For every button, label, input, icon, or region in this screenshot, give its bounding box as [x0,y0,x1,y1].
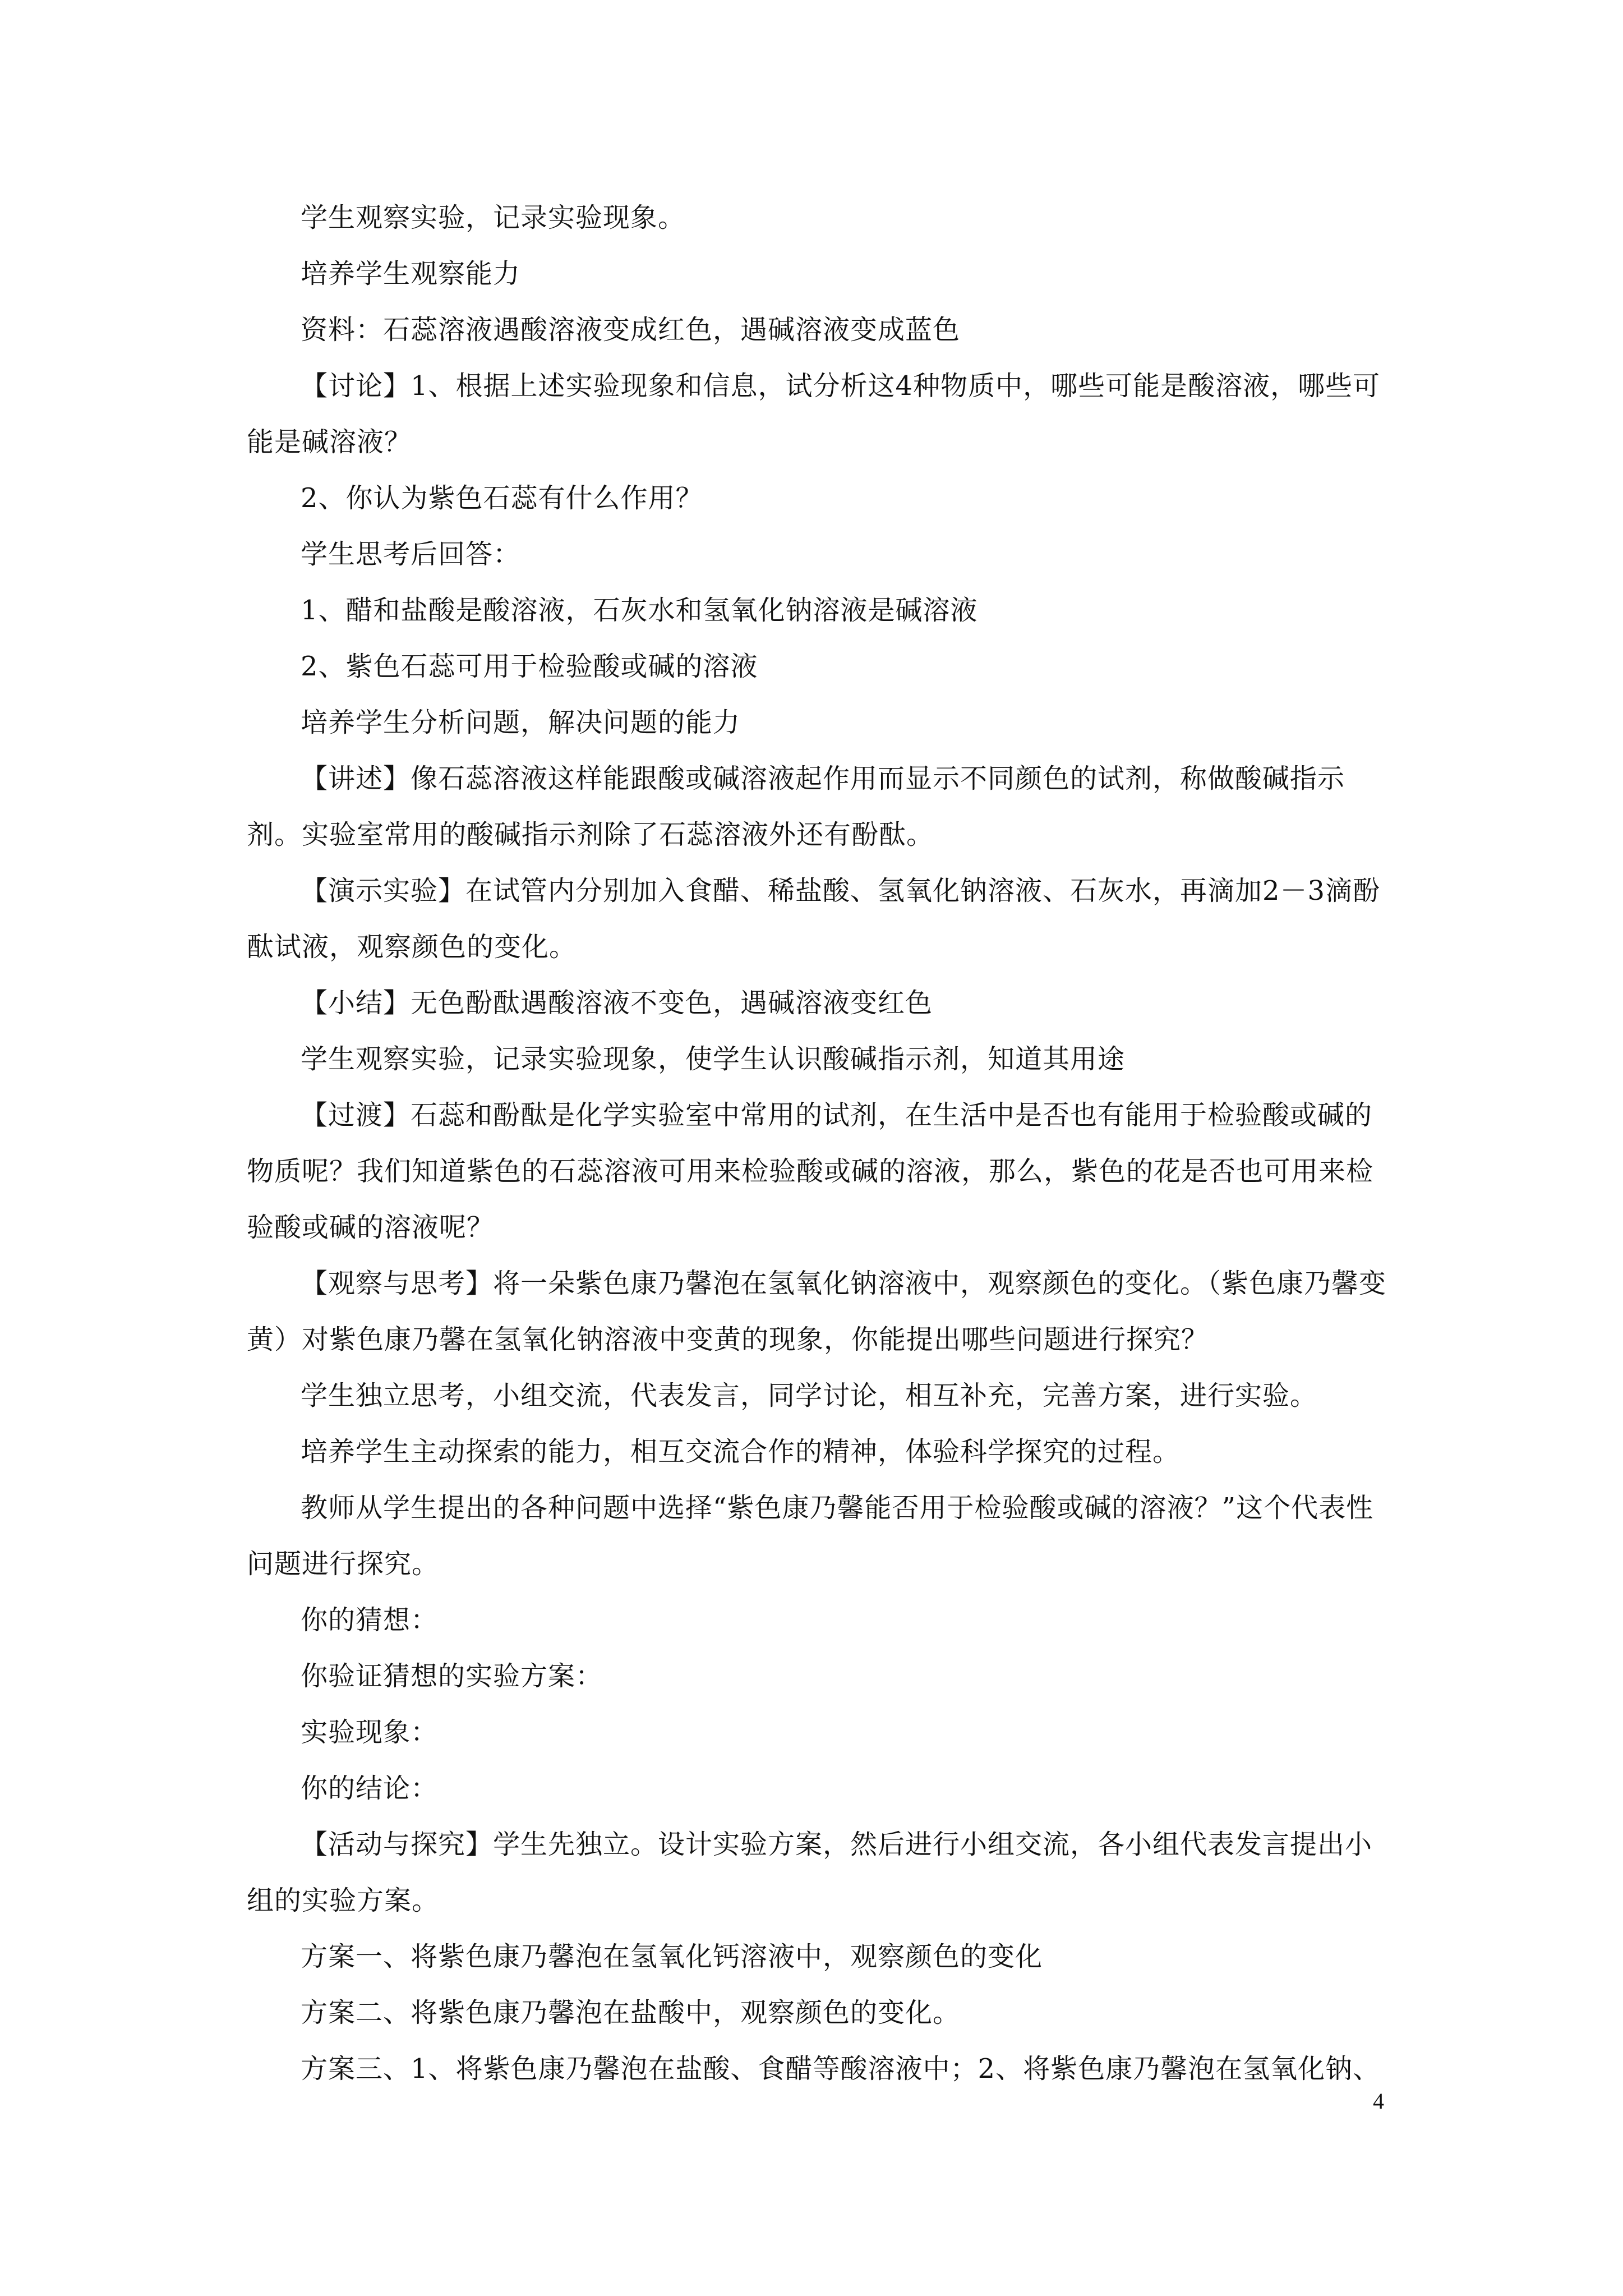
paragraph: 学生观察实验，记录实验现象。 [301,202,686,233]
paragraph: 【讲述】像石蕊溶液这样能跟酸或碱溶液起作用而显示不同颜色的试剂，称做酸碱指示剂。实验室常用的酸碱指示剂除了石蕊溶液外还有酚酞。 [247,763,1345,850]
paragraph: 【观察与思考】将一朵紫色康乃馨泡在氢氧化钠溶液中，观察颜色的变化。（紫色康乃馨变黄）对紫色康乃馨在氢氧化钠溶液中变黄的现象，你能提出哪些问题进行探究？ [247,1268,1387,1355]
paragraph: 【讨论】1、根据上述实验现象和信息，试分析这4种物质中，哪些可能是酸溶液，哪些可能是碱溶液？ [247,370,1381,458]
paragraph: 你的猜想： [301,1604,439,1636]
paragraph: 资料：石蕊溶液遇酸溶液变成红色，遇碱溶液变成蓝色 [301,314,961,346]
paragraph: 学生独立思考，小组交流，代表发言，同学讨论，相互补充，完善方案，进行实验。 [301,1380,1318,1411]
paragraph: 2、紫色石蕊可用于检验酸或碱的溶液 [301,651,758,682]
paragraph: 【小结】无色酚酞遇酸溶液不变色，遇碱溶液变红色 [301,987,933,1019]
page-number: 4 [1373,2088,1384,2114]
paragraph: 你的结论： [301,1773,439,1804]
paragraph: 方案三、1、将紫色康乃馨泡在盐酸、食醋等酸溶液中；2、将紫色康乃馨泡在氢氧化钠、 [301,2053,1381,2085]
paragraph: 培养学生主动探索的能力，相互交流合作的精神，体验科学探究的过程。 [301,1436,1181,1467]
paragraph: 方案二、将紫色康乃馨泡在盐酸中，观察颜色的变化。 [301,1997,961,2028]
paragraph: 教师从学生提出的各种问题中选择“紫色康乃馨能否用于检验酸或碱的溶液？”这个代表性问题进行探究。 [247,1492,1374,1580]
paragraph: 方案一、将紫色康乃馨泡在氢氧化钙溶液中，观察颜色的变化 [301,1941,1043,1972]
paragraph: 学生思考后回答： [301,539,521,570]
paragraph: 2、你认为紫色石蕊有什么作用？ [301,482,703,514]
paragraph: 【活动与探究】学生先独立。设计实验方案，然后进行小组交流，各小组代表发言提出小组的实验方案。 [247,1829,1373,1916]
paragraph: 培养学生分析问题，解决问题的能力 [301,707,741,738]
paragraph: 1、醋和盐酸是酸溶液，石灰水和氢氧化钠溶液是碱溶液 [301,595,978,626]
paragraph: 学生观察实验，记录实验现象，使学生认识酸碱指示剂，知道其用途 [301,1043,1126,1075]
paragraph: 【演示实验】在试管内分别加入食醋、稀盐酸、氢氧化钠溶液、石灰水，再滴加2－3滴酚酞试液，观察颜色的变化。 [247,875,1381,963]
paragraph: 【过渡】石蕊和酚酞是化学实验室中常用的试剂，在生活中是否也有能用于检验酸或碱的物质呢？我们知道紫色的石蕊溶液可用来检验酸或碱的溶液，那么，紫色的花是否也可用来检验酸或碱的溶液呢？ [247,1099,1374,1243]
paragraph: 实验现象： [301,1717,439,1748]
body-text [247,190,1391,2097]
paragraph: 你验证猜想的实验方案： [301,1660,603,1692]
paragraph: 培养学生观察能力 [301,258,521,289]
